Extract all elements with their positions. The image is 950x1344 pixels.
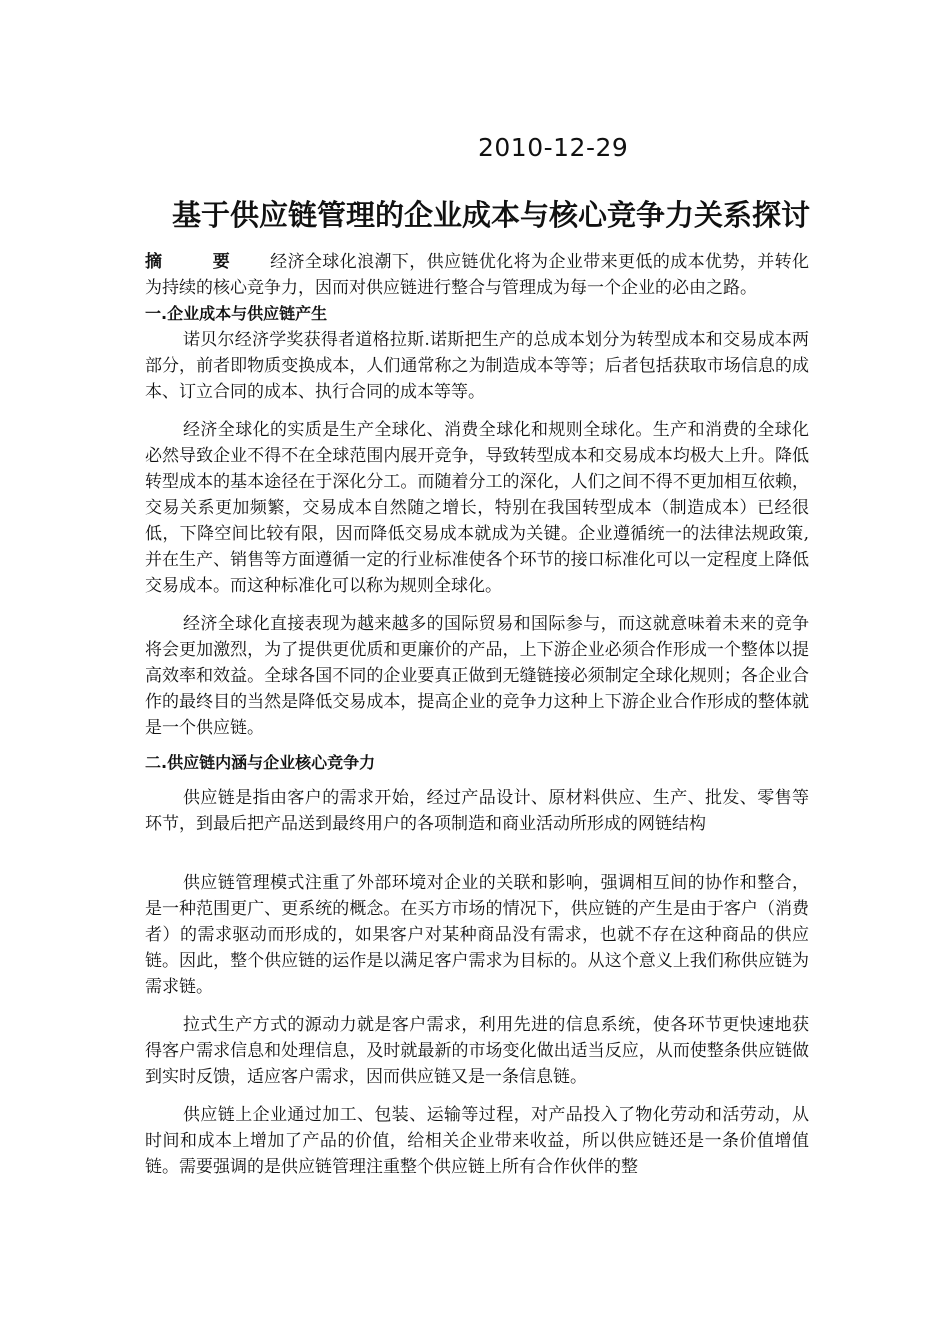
abstract-paragraph (145, 249, 809, 301)
paragraph: 诺贝尔经济学奖获得者道格拉斯.诺斯把生产的总成本划分为转型成本和交易成本两部分，前者即物质变换成本，人们通常称之为制造成本等等；后者包括获取市场信息的成本、订立合同的成本、执行合同的成本等等。 (145, 330, 809, 402)
document-title: 基于供应链管理的企业成本与核心竞争力关系探讨 (172, 198, 811, 232)
abstract-label: 摘 要 (145, 252, 253, 272)
document-body (145, 249, 809, 1180)
paragraph: 供应链管理模式注重了外部环境对企业的关联和影响，强调相互间的协作和整合，是一种范围更广、更系统的概念。在买方市场的情况下，供应链的产生是由于客户（消费者）的需求驱动而形成的，如果客户对某种商品没有需求，也就不存在这种商品的供应链。因此，整个供应链的运作是以满足客户需求为目标的。从这个意义上我们称供应链为需求链。 (145, 873, 809, 997)
paragraph: 经济全球化直接表现为越来越多的国际贸易和国际参与，而这就意味着未来的竞争将会更加激烈，为了提供更优质和更廉价的产品，上下游企业必须合作形成一个整体以提高效率和效益。全球各国不同的企业要真正做到无缝链接必须制定全球化规则；各企业合作的最终目的当然是降低交易成本，提高企业的竞争力这种上下游企业合作形成的整体就是一个供应链。 (145, 614, 809, 738)
paragraph: 经济全球化的实质是生产全球化、消费全球化和规则全球化。生产和消费的全球化必然导致企业不得不在全球范围内展开竞争，导致转型成本和交易成本均极大上升。降低转型成本的基本途径在于深化分工。而随着分工的深化，人们之间不得不更加相互依赖，交易关系更加频繁，交易成本自然随之增长，特别在我国转型成本（制造成本）已经很低，下降空间比较有限，因而降低交易成本就成为关键。企业遵循统一的法律法规政策,并在生产、销售等方面遵循一定的行业标准使各个环节的接口标准化可以一定程度上降低交易成本。而这种标准化可以称为规则全球化。 (145, 420, 809, 596)
section-heading-1: 一.企业成本与供应链产生 (145, 304, 328, 323)
paragraph: 供应链上企业通过加工、包装、运输等过程，对产品投入了物化劳动和活劳动，从时间和成本上增加了产品的价值，给相关企业带来收益，所以供应链还是一条价值增值链。需要强调的是供应链管理注重整个供应链上所有合作伙伴的整 (145, 1105, 809, 1177)
document-date: 2010-12-29 (478, 133, 629, 162)
paragraph: 供应链是指由客户的需求开始，经过产品设计、原材料供应、生产、批发、零售等环节，到最后把产品送到最终用户的各项制造和商业活动所形成的网链结构 (145, 788, 809, 834)
section-heading-2: 二.供应链内涵与企业核心竞争力 (145, 753, 376, 772)
paragraph: 拉式生产方式的源动力就是客户需求，利用先进的信息系统，使各环节更快速地获得客户需求信息和处理信息，及时就最新的市场变化做出适当反应，从而使整条供应链做到实时反馈，适应客户需求，因而供应链又是一条信息链。 (145, 1015, 809, 1087)
abstract-text: 经济全球化浪潮下，供应链优化将为企业带来更低的成本优势，并转化为持续的核心竞争力，因而对供应链进行整合与管理成为每一个企业的必由之路。 (145, 252, 809, 298)
